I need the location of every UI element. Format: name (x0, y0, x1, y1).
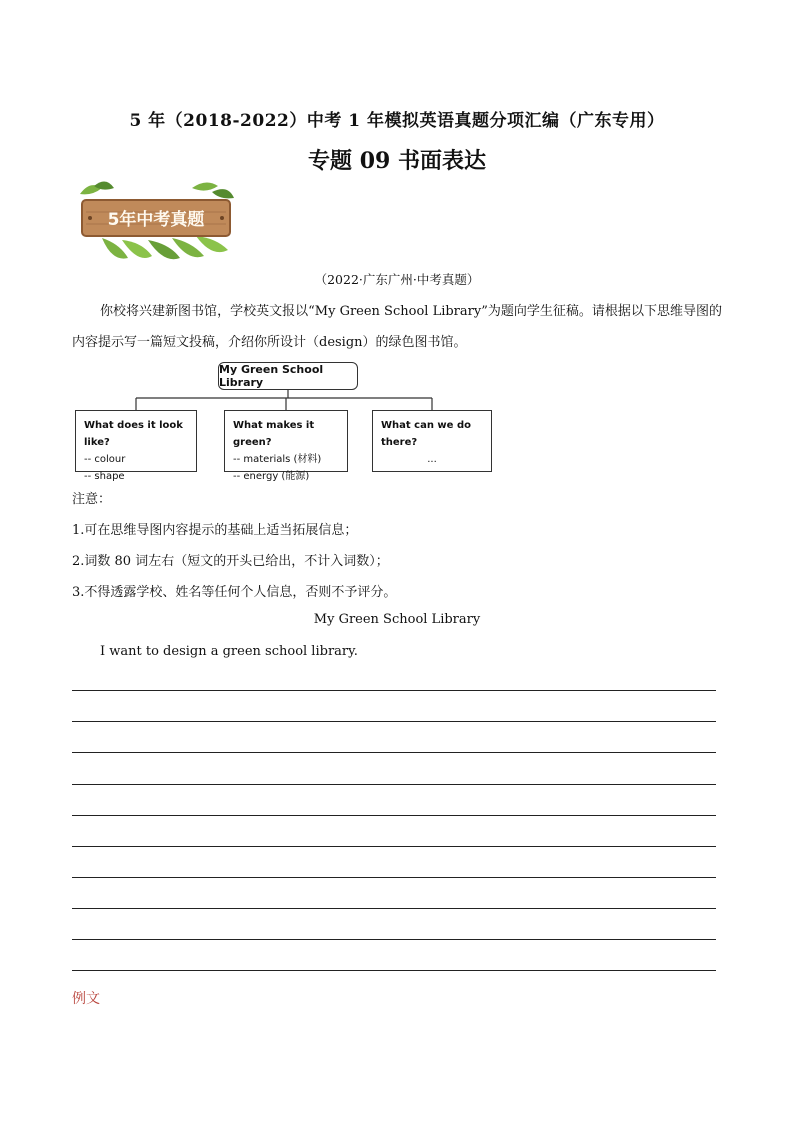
note-item: 2.词数 80 词左右（短文的开头已给出，不计入词数）； (72, 554, 389, 569)
badge-text: 5年中考真题 (107, 210, 205, 230)
mindmap-node-green (224, 410, 348, 482)
mindmap-node-look (75, 410, 197, 482)
mindmap-node-heading: What makes it green? (233, 420, 315, 448)
mindmap-node-item: -- shape (84, 471, 125, 482)
writing-line[interactable] (72, 752, 716, 753)
question-source: （2022·广东广州·中考真题） (314, 272, 480, 287)
mindmap-node-heading: What can we do there? (381, 420, 471, 448)
writing-line[interactable] (72, 939, 716, 940)
writing-line[interactable] (72, 815, 716, 816)
note-item: 1.可在思维导图内容提示的基础上适当拓展信息； (72, 523, 358, 538)
document-title: 5 年（2018-2022）中考 1 年模拟英语真题分项汇编（广东专用） (129, 111, 665, 131)
mindmap-root: My Green School Library (218, 362, 358, 390)
writing-line[interactable] (72, 690, 716, 691)
notes-title: 注意： (72, 492, 112, 507)
writing-line[interactable] (72, 908, 716, 909)
mindmap-node-activities (372, 410, 492, 472)
mindmap-node-item: ... (427, 454, 437, 465)
essay-title: My Green School Library (313, 612, 481, 627)
mindmap-node-heading: What does it look like? (84, 420, 183, 448)
writing-line[interactable] (72, 877, 716, 878)
mindmap-node-item: -- energy (能源) (233, 471, 310, 482)
essay-opening: I want to design a green school library. (100, 644, 358, 659)
writing-line[interactable] (72, 846, 716, 847)
writing-line[interactable] (72, 970, 716, 971)
topic-title: 专题 09 书面表达 (308, 148, 486, 174)
example-label: 例文 (72, 991, 100, 1007)
mindmap-node-item: -- colour (84, 454, 126, 465)
note-item: 3.不得透露学校、姓名等任何个人信息，否则不予评分。 (72, 585, 397, 600)
question-prompt: 你校将兴建新图书馆，学校英文报以“My Green School Library”为题向学生征稿。请根据以下思维导图的内容提示写一篇短文投稿，介绍你所设计（design）的绿色图书馆。 (72, 304, 722, 350)
mindmap-node-item: -- materials (材料) (233, 454, 322, 465)
writing-line[interactable] (72, 784, 716, 785)
writing-line[interactable] (72, 721, 716, 722)
